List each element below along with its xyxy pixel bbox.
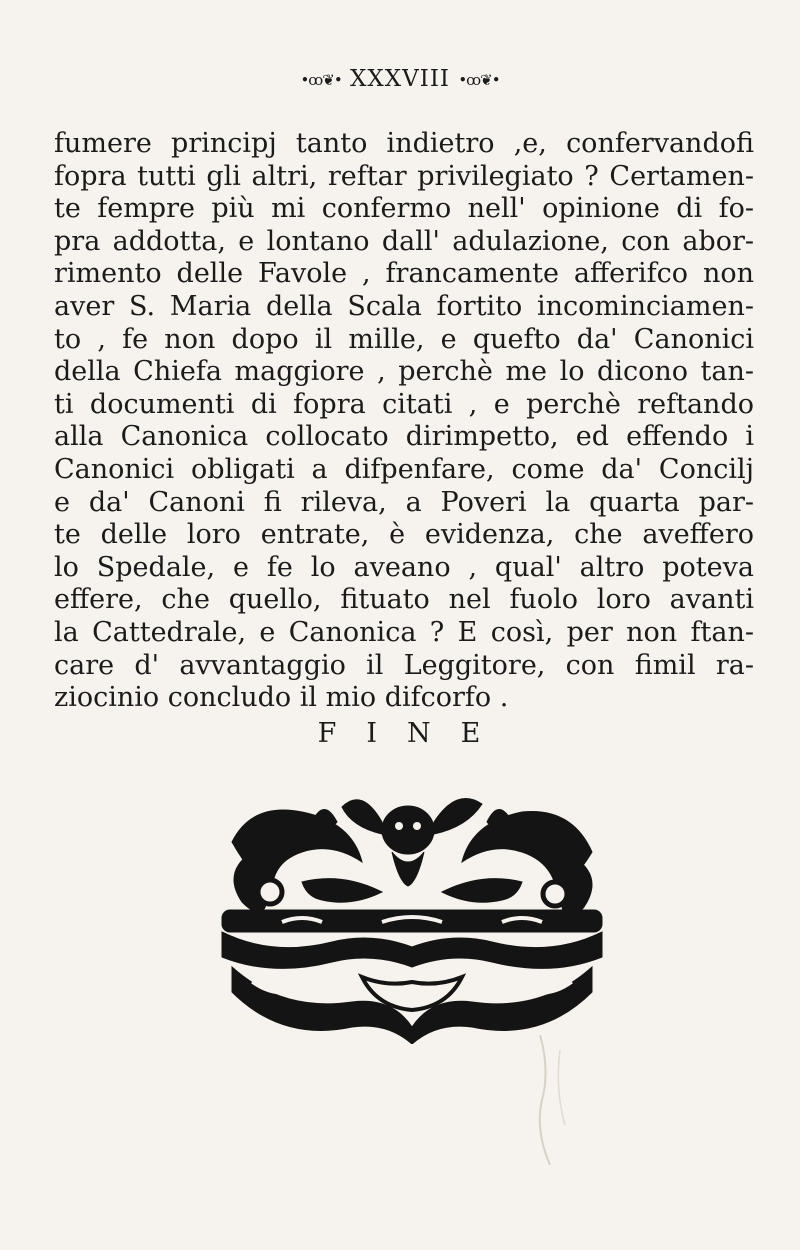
text-line: lo Spedale, e fe lo aveano , qual' altro poteva [54, 551, 754, 583]
text-line: ziocinio concludo il mio difcorfo . [54, 682, 509, 714]
text-line: Canonici obligati a difpenfare, come da' Concilj [54, 453, 754, 485]
text-line: care d' avvantaggio il Leggitore, con fimil ra- [54, 649, 754, 681]
text-line: fopra tutti gli altri, reftar privilegiato ? Certamen- [54, 160, 754, 192]
body-text [54, 128, 754, 715]
text-line: fumere principj tanto indietro ,e, confervandofi [54, 128, 754, 159]
fine-heading: FINE [317, 718, 511, 749]
text-line: effere, che quello, fituato nel fuolo loro avanti [54, 584, 754, 616]
page-number: XXXVIII [350, 66, 450, 92]
page-header [0, 66, 800, 92]
text-line: la Cattedrale, e Canonica ? E così, per non ftan- [54, 616, 754, 648]
text-line: ti documenti di fopra citati , e perchè reftando [54, 388, 754, 420]
text-line: della Chiefa maggiore , perchè me lo dicono tan- [54, 356, 754, 388]
text-line: to , fe non dopo il mille, e quefto da' Canonici [54, 323, 754, 355]
header-ornament-right: •ꝏ❦• [458, 71, 500, 89]
text-line: e da' Canoni fi rileva, a Poveri la quarta par- [54, 486, 754, 518]
text-line: alla Canonica collocato dirimpetto, ed effendo i [54, 421, 754, 453]
text-line: rimento delle Favole , francamente afferifco non [54, 258, 754, 290]
tailpiece-ornament-icon [212, 782, 612, 1044]
header-ornament-left: •ꝏ❦• [300, 71, 342, 89]
text-line: te fempre più mi confermo nell' opinione di fo- [54, 193, 754, 225]
text-line: te delle loro entrate, è evidenza, che aveffero [54, 519, 754, 551]
text-line: aver S. Maria della Scala fortito incominciamen- [54, 290, 754, 322]
paper-stain-icon [520, 1030, 580, 1170]
text-line: pra addotta, e lontano dall' adulazione, con abor- [54, 225, 754, 257]
